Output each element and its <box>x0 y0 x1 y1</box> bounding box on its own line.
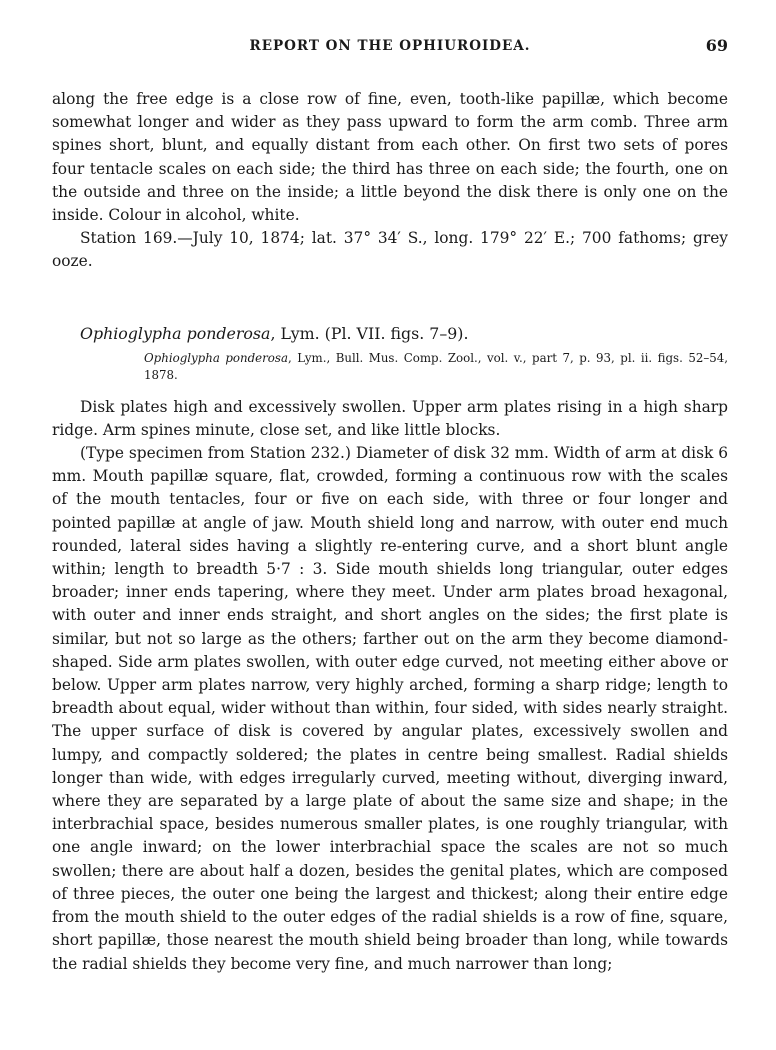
species-citation <box>144 350 728 384</box>
running-title: REPORT ON THE OPHIUROIDEA. <box>249 38 531 54</box>
description-detail: (Type specimen from Station 232.) Diameter of disk 32 mm. Width of arm at disk 6 mm. Mouth papillæ square, flat, crowded, forming a continuous row with the scales of the mouth tentacles, four or five on each side, with three or four longer and pointed papillæ at angle of jaw. Mouth shield long and narrow, with outer end much rounded, lateral sides having a slightly re-entering curve, and a short blunt angle within; length to breadth 5·7 : 3. Side mouth shields long triangular, outer edges broader; inner ends tapering, where they meet. Under arm plates broad hexagonal, with outer and inner ends straight, and short angles on the sides; the first plate is similar, but not so large as the others; farther out on the arm they become diamond-shaped. Side arm plates swollen, with outer edge curved, not meeting either above or below. Upper arm plates narrow, very highly arched, forming a sharp ridge; length to breadth about equal, wider without than within, four sided, with sides nearly straight. The upper surface of disk is covered by angular plates, excessively swollen and lumpy, and compactly soldered; the plates in centre being smallest. Radial shields longer than wide, with edges irregularly curved, meeting without, diverging inward, where they are separated by a large plate of about the same size and shape; in the interbrachial space, besides numerous smaller plates, is one roughly triangular, with one angle inward; on the lower interbrachial space the scales are not so much swollen; there are about half a dozen, besides the genital plates, which are composed of three pieces, the outer one being the largest and thickest; along their entire edge from the mouth shield to the outer edges of the radial shields is a row of fine, square, short papillæ, those nearest the mouth shield being broader than long, while towards the radial shields they become very fine, and much narrower than long; <box>52 444 728 973</box>
page-header <box>52 38 728 60</box>
citation-reference: , Lym., Bull. Mus. Comp. Zool., vol. v., part 7, p. 93, pl. ii. figs. 52–54, 1878. <box>144 350 728 382</box>
page-number: 69 <box>705 36 728 55</box>
species-authority: , Lym. (Pl. VII. figs. 7–9). <box>270 323 469 343</box>
station-record: Station 169.—July 10, 1874; lat. 37° 34′ S., long. 179° 22′ E.; 700 fathoms; grey ooze. <box>52 229 728 271</box>
species-name: Ophioglypha ponderosa <box>80 323 271 343</box>
species-heading <box>80 322 728 346</box>
citation-species-name: Ophioglypha ponderosa <box>144 350 288 365</box>
description-summary: Disk plates high and excessively swollen. Upper arm plates rising in a high sharp ridge. Arm spines minute, close set, and like little blocks. <box>52 397 728 439</box>
continued-paragraph: along the free edge is a close row of fine, even, tooth-like papillæ, which become somewhat longer and wider as they pass upward to form the arm comb. Three arm spines short, blunt, and equally distant from each other. On first two sets of pores four tentacle scales on each side; the third has three on each side; the fourth, one on the outside and three on the inside; a little beyond the disk there is only one on the inside. Colour in alcohol, white. <box>52 90 728 225</box>
document-page <box>52 38 728 976</box>
